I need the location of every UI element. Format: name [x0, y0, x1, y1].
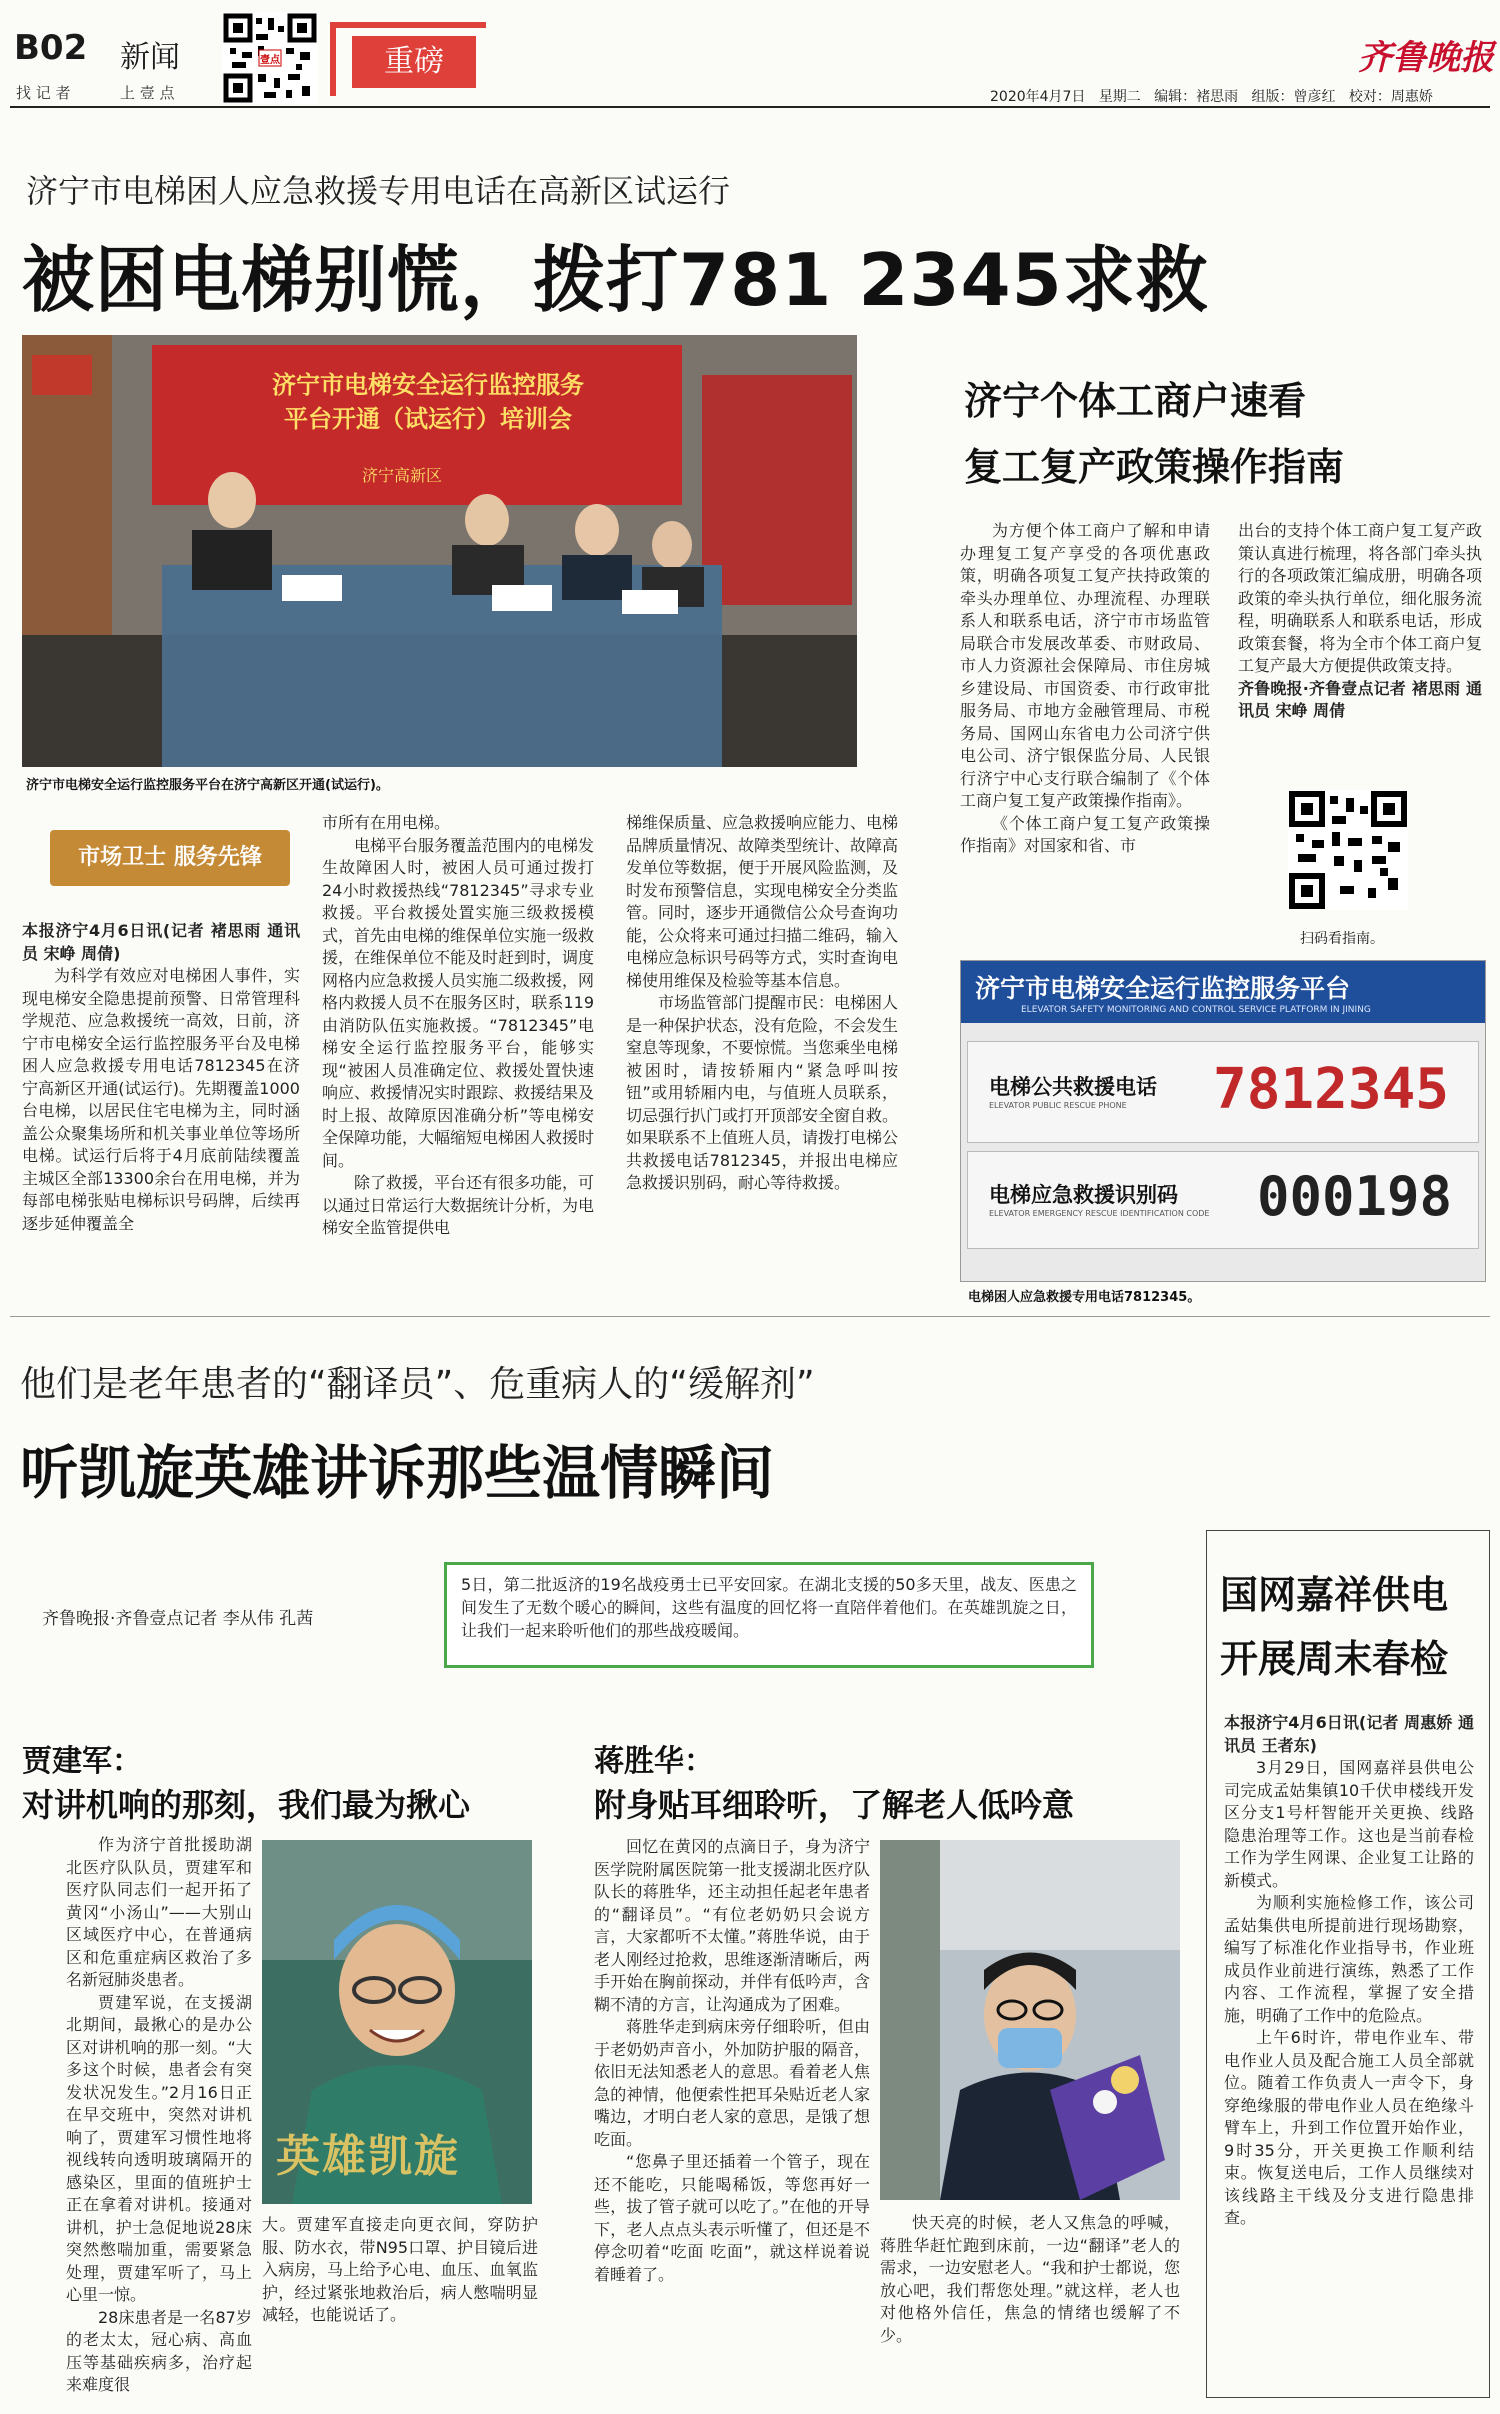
story4-p2: 为顺利实施检修工作，该公司孟姑集供电所提前进行现场勘察，编写了标准化作业指导书，作业班成员作业前进行演练，熟悉了工作内容、工作流程，掌握了安全措施，明确了工作中的危险点。 — [1224, 1893, 1474, 2025]
story1-kicker: 济宁市电梯困人应急救援专用电话在高新区试运行 — [26, 172, 731, 210]
sign-banner-en: ELEVATOR SAFETY MONITORING AND CONTROL SERVICE PLATFORM IN JINING — [1021, 1005, 1371, 1015]
jiang-photo — [880, 1840, 1180, 2200]
issue-weekday: 星期二 — [1098, 89, 1141, 105]
jiang-title: 附身贴耳细聆听，了解老人低吟意 — [594, 1786, 1075, 1824]
story2-col1-text2: 《个体工商户复工复产政策操作指南》对国家和省、市 — [960, 813, 1210, 855]
jia-p3: 28床患者是一名87岁的老太太，冠心病、高血压等基础疾病多，治疗起来难度很 — [66, 2307, 252, 2394]
badge-label: 市场卫士 服务先锋 — [78, 845, 262, 870]
story1-col1-text: 为科学有效应对电梯困人事件，实现电梯安全隐患提前预警、日常管理科学规范、应急救援统一高效，日前，济宁市电梯安全运行监控服务平台及电梯困人应急救援专用电话7812345在济宁高新区开通(试运行)。先期覆盖1000台电梯，以居民住宅电梯为主，同时涵盖公众聚集场所和机关事业单位等场所电梯。试运行后将于4月底前陆续覆盖主城区全部13300余台在用电梯，并为每部电梯张贴电梯标识号码牌，后续再逐步延伸覆盖全 — [22, 966, 300, 1233]
jia-p1: 作为济宁首批援助湖北医疗队队员，贾建军和医疗队同志们一起开拓了黄冈“小汤山”——大别山区域医疗中心，在普通病区和危重症病区救治了多名新冠肺炎患者。 — [66, 1835, 252, 1989]
story2-headline-line1: 济宁个体工商户速看 — [964, 379, 1307, 423]
sign-row2-label: 电梯应急救援识别码 — [989, 1183, 1178, 1207]
jia-p2: 贾建军说，在支援湖北期间，最揪心的是办公区对讲机响的那一刻。“大多这个时候，患者会有突发状况发生。”2月16日正在早交班中，突然对讲机响了，贾建军习惯性地将视线转向透明玻璃隔开的感染区，里面的值班护士正在拿着对讲机。接通对讲机，护士急促地说28床突然憋喘加重，需要紧急处理，贾建军听了，马上心里一惊。 — [66, 1992, 252, 2304]
photo-banner-line2: 平台开通（试运行）培训会 — [284, 405, 572, 433]
section-tag-label: 重磅 — [352, 36, 476, 88]
header-qr-code — [222, 12, 318, 104]
issue-date: 2020年4月7日 — [990, 89, 1086, 105]
sign-row1-en: ELEVATOR PUBLIC RESCUE PHONE — [989, 1101, 1127, 1110]
jia-column-2 — [262, 2214, 538, 2382]
jia-title: 对讲机响的那刻，我们最为揪心 — [22, 1786, 471, 1824]
slogan-left: 找 记 者 — [16, 84, 71, 102]
jia-column-1 — [66, 1834, 252, 2394]
story3-headline: 听凯旋英雄讲诉那些温情瞬间 — [20, 1439, 775, 1507]
jia-photo — [262, 1840, 532, 2204]
story3-intro: 5日，第二批返济的19名战疫勇士已平安回家。在湖北支援的50多天里，战友、医患之间发生了无数个暖心的瞬间，这些有温度的回忆将一直陪伴着他们。在英雄凯旋之日，让我们一起来聆听他们的那些战疫暖闻。 — [461, 1575, 1077, 1640]
page-code: B02 — [14, 28, 88, 68]
meeting-photo — [22, 335, 857, 767]
proof-credit: 校对：周惠娇 — [1348, 89, 1433, 105]
story1-column-1 — [22, 920, 300, 1258]
story2-byline: 齐鲁晚报·齐鲁壹点记者 褚思雨 通讯员 宋峥 周倩 — [1238, 678, 1482, 720]
story1-headline: 被困电梯别慌，拨打781 2345求救 — [22, 238, 1209, 322]
story1-column-2 — [322, 812, 594, 1258]
qr-center-label: 壹点 — [260, 55, 280, 66]
jiang-name: 蒋胜华： — [594, 1744, 714, 1779]
jiang-p3: “您鼻子里还插着一个管子，现在还不能吃，只能喝稀饭，等您再好一些，拔了管子就可以吃了。”在他的开导下，老人点点头表示听懂了，但还是不停念叨着“吃面 吃面”，就这样说着说着睡着了。 — [594, 2152, 870, 2284]
story4-lead: 本报济宁4月6日讯(记者 周惠娇 通讯员 王者东) — [1224, 1713, 1474, 1755]
story1-col3-p2: 市场监管部门提醒市民：电梯困人是一种保护状态，没有危险，不会发生窒息等现象，不要惊慌。当您乘坐电梯被困时，请按轿厢内“紧急呼叫按钮”或用轿厢内电，与值班人员联系，切忌强行扒门或打开顶部安全窗自救。如果联系不上值班人员，请拨打电梯公共救援电话7812345，并报出电梯应急救援识别码，耐心等待救援。 — [626, 993, 899, 1192]
story2-col1-text: 为方便个体工商户了解和申请办理复工复产享受的各项优惠政策，明确各项复工复产扶持政策的牵头办理单位、办理流程、办理联系人和联系电话，济宁市市场监管局联合市发展改革委、市财政局、市人力资源社会保障局、市住房城乡建设局、市国资委、市行政审批服务局、市地方金融管理局、市税务局、国网山东省电力公司济宁供电公司、济宁银保监分局、人民银行济宁中心支行联合编制了《个体工商户复工复产政策操作指南》。 — [960, 521, 1210, 810]
jiang-column-1 — [594, 1836, 870, 2382]
story4-p1: 3月29日，国网嘉祥县供电公司完成孟姑集镇10千伏申楼线开发区分支1号杆智能开关更换、线路隐患治理等工作。这也是当前春检工作为学生网课、企业复工让路的新模式。 — [1224, 1758, 1474, 1890]
jiang-p4: 快天亮的时候，老人又焦急的呼喊，蒋胜华赶忙跑到床前，一边“翻译”老人的需求，一边安慰老人。“我和护士都说，您放心吧，我们帮您处理。”就这样，老人也对他格外信任，焦急的情绪也缓解了不少。 — [880, 2213, 1180, 2345]
editor-credit: 编辑：褚思雨 — [1154, 89, 1239, 105]
story3-byline: 齐鲁晚报·齐鲁壹点记者 李从伟 孔茜 — [42, 1609, 314, 1629]
meeting-photo-caption: 济宁市电梯安全运行监控服务平台在济宁高新区开通(试运行)。 — [26, 778, 389, 793]
story2-col2-text: 出台的支持个体工商户复工复产政策认真进行梳理，将各部门牵头执行的各项政策汇编成册，明确各项政策的牵头执行单位，细化服务流程，明确联系人和联系电话，形成政策套餐，将为全市个体工商户复工复产最大方便提供政策支持。 — [1238, 521, 1482, 675]
photo-banner-org: 济宁高新区 — [362, 466, 443, 485]
rescue-phone-caption: 电梯困人应急救援专用电话7812345。 — [968, 1290, 1201, 1305]
sign-row1-label: 电梯公共救援电话 — [989, 1075, 1157, 1099]
story1-bottom-rule — [10, 1316, 1490, 1317]
story1-col2-p3: 除了救援，平台还有很多功能，可以通过日常运行大数据统计分析，为电梯安全监管提供电 — [322, 1173, 595, 1237]
story2-column-2 — [1238, 520, 1482, 780]
jia-p4: 大。贾建军直接走向更衣间，穿防护服、防水衣，带N95口罩、护目镜后进入病房，马上给予心电、血压、血氧监护，经过紧张地救治后，病人憋喘明显减轻，也能说话了。 — [262, 2215, 538, 2324]
story1-col3-p1: 梯维保质量、应急救援响应能力、电梯品牌质量情况、故障类型统计、故障高发单位等数据，便于开展风险监测，及时发布预警信息，实现电梯安全分类监管。同时，逐步开通微信公众号查询功能，公众将来可通过扫描二维码，输入电梯应急标识号码等方式，实时查询电梯使用维保及检验等基本信息。 — [626, 813, 899, 990]
story4-p3: 上午6时许，带电作业车、带电作业人员及配合施工人员全部就位。随着工作负责人一声令下，身穿绝缘服的带电作业人员在绝缘斗臂车上，升到工作位置开始作业，9时35分，开关更换工作顺利结束。恢复送电后，工作人员继续对该线路主干线及分支进行隐患排查。 — [1224, 2028, 1474, 2227]
sign-rescue-code: 000198 — [1257, 1165, 1453, 1228]
story1-lead: 本报济宁4月6日讯(记者 褚思雨 通讯员 宋峥 周倩) — [22, 921, 300, 963]
story3-intro-box — [444, 1562, 1094, 1668]
jia-photo-overlay-text: 英雄凯旋 — [276, 2131, 460, 2182]
story4-headline-line1: 国网嘉祥供电 — [1220, 1573, 1449, 1617]
story4-text — [1224, 1712, 1474, 2388]
jiang-p2: 蒋胜华走到病床旁仔细聆听，但由于老奶奶声音小，外加防护服的隔音，依旧无法知悉老人的意思。看着老人焦急的神情，他便索性把耳朵贴近老人家嘴边，才明白老人家的意思，是饿了想吃面。 — [594, 2017, 870, 2149]
issue-info — [990, 86, 1433, 106]
story2-column-1 — [960, 520, 1210, 956]
story1-col2-p1: 市所有在用电梯。 — [322, 813, 451, 832]
jiang-p1: 回忆在黄冈的点滴日子，身为济宁医学院附属医院第一批支援湖北医疗队队长的蒋胜华，还主动担任起老年患者的“翻译员”。“有位老奶奶只会说方言，大家都听不太懂。”蒋胜华说，由于老人刚经过抢救，思维逐渐清晰后，两手开始在胸前探动，并伴有低吟声，含糊不清的方言，让沟通成为了困难。 — [594, 1837, 870, 2014]
sign-banner-text: 济宁市电梯安全运行监控服务平台 — [975, 974, 1351, 1003]
section-badge — [50, 830, 290, 886]
story1-col2-p2: 电梯平台服务覆盖范围内的电梯发生故障困人时，被困人员可通过拨打24小时救援热线“7812345”寻求专业救援。平台救援处置实施三级救援模式，首先由电梯的维保单位实施一级救援，在维保单位不能及时赶到时，调度网格内应急救援人员实施二级救援，网格内救援人员不在服务区时，联系119由消防队伍实施救援。“7812345”电梯安全运行监控服务平台，能够实现“被困人员准确定位、救援处置快速响应、救援情况实时跟踪、救援结果及时上报、故障原因准确分析”等电梯安全保障功能，大幅缩短电梯困人救援时间。 — [322, 835, 595, 1170]
story4-headline-line2: 开展周末春检 — [1220, 1637, 1449, 1681]
guide-qr-code — [1288, 790, 1408, 910]
rescue-phone-sign — [960, 960, 1486, 1282]
sign-phone-number: 7812345 — [1213, 1057, 1450, 1122]
sign-row2-en: ELEVATOR EMERGENCY RESCUE IDENTIFICATION CODE — [989, 1209, 1210, 1218]
slogan-right: 上 壹 点 — [120, 84, 175, 102]
story1-column-3 — [626, 812, 898, 1258]
guide-qr-caption: 扫码看指南。 — [1300, 931, 1384, 947]
jiang-column-2 — [880, 2212, 1180, 2382]
brand-logo: 齐鲁晚报 — [1358, 38, 1494, 78]
photo-banner-line1: 济宁市电梯安全运行监控服务 — [272, 371, 584, 399]
header-rule — [10, 106, 1490, 108]
story3-kicker: 他们是老年患者的“翻译员”、危重病人的“缓解剂” — [20, 1364, 815, 1405]
section-name: 新闻 — [120, 40, 180, 75]
story2-headline-line2: 复工复产政策操作指南 — [964, 445, 1345, 489]
jia-name: 贾建军： — [22, 1744, 142, 1779]
layout-credit: 组版：曾彦红 — [1251, 89, 1336, 105]
